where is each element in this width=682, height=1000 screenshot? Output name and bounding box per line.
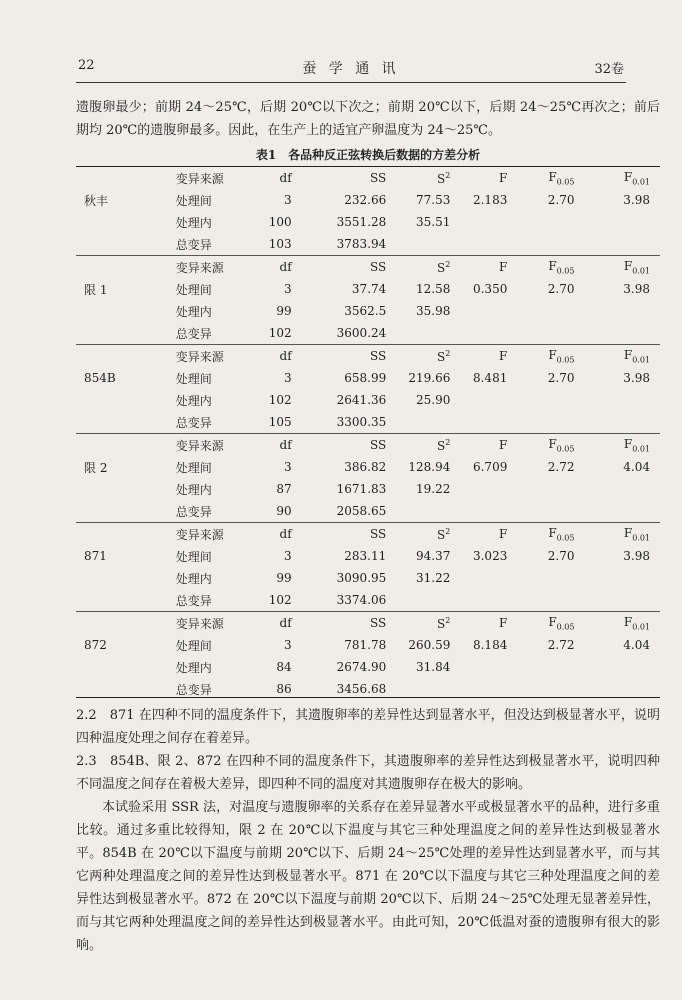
f01-cell: 4.04: [623, 460, 650, 474]
ss-cell: 3783.94: [336, 237, 387, 251]
header-f05-sub: 0.05: [556, 533, 575, 543]
s2-cell: 31.22: [416, 571, 451, 585]
header-s-letter: S: [437, 171, 446, 186]
table-row: [76, 322, 660, 345]
header-f01: [574, 345, 660, 368]
header-df: df: [257, 612, 292, 635]
table-row: [76, 567, 660, 589]
f01-cell: [574, 500, 660, 523]
f05-cell: 2.70: [547, 549, 575, 563]
source-cell: 处理内: [175, 482, 212, 497]
f01-cell: 3.98: [623, 282, 650, 296]
header-s-letter: S: [437, 438, 446, 453]
s2-cell: 35.51: [416, 215, 451, 229]
df-cell: 3: [284, 460, 292, 474]
source-cell: 总变异: [175, 237, 212, 252]
variety-cell: [76, 167, 176, 189]
variety-cell: 限 1: [84, 282, 108, 297]
f05-cell: 2.72: [547, 460, 575, 474]
s2-cell: 219.66: [408, 371, 451, 385]
header-source: 变异来源: [176, 523, 257, 546]
ss-cell: 3456.68: [336, 682, 387, 696]
df-cell: 99: [276, 304, 292, 318]
header-ss: SS: [292, 434, 387, 457]
f01-cell: [574, 300, 660, 322]
table-row: [76, 411, 660, 434]
df-cell: 3: [284, 193, 292, 207]
table-header-row: [76, 612, 660, 635]
table-header-row: [76, 167, 660, 189]
f05-cell: 2.72: [547, 638, 575, 652]
source-cell: 总变异: [175, 415, 212, 430]
header-f01-letter: F: [623, 347, 633, 362]
s2-cell: 260.59: [408, 638, 451, 652]
variety-cell: 限 2: [84, 460, 108, 475]
table-row: [76, 656, 660, 678]
f01-cell: [574, 567, 660, 589]
header-s2: [386, 167, 450, 189]
header-s2: [386, 345, 450, 368]
f-cell: [450, 411, 507, 434]
s2-cell: 25.90: [416, 393, 451, 407]
f-cell: [450, 233, 507, 256]
f01-cell: [574, 322, 660, 345]
header-s2: [386, 434, 450, 457]
header-f05-sub: 0.05: [556, 622, 575, 632]
source-cell: 处理内: [175, 660, 212, 675]
f01-cell: [574, 478, 660, 500]
variety-cell: [76, 434, 176, 457]
f05-cell: [507, 233, 574, 256]
table-row: [76, 189, 660, 211]
df-cell: 105: [268, 415, 292, 429]
header-df: df: [257, 345, 292, 368]
header-f05: [507, 434, 574, 457]
f05-cell: [507, 300, 574, 322]
section-2-3: 2.3 854B、限 2、872 在四种不同的温度条件下，其遗腹卵率的差异性达到极显著水平，说明四种不同温度之间存在着极大差异，即四种不同的温度对其遗腹卵存在极大的影响。: [76, 754, 660, 792]
df-cell: 3: [284, 638, 292, 652]
header-f05-sub: 0.05: [556, 266, 575, 276]
header-f01-letter: F: [623, 258, 633, 273]
header-f: F: [450, 345, 507, 368]
df-cell: 102: [268, 326, 292, 340]
ss-cell: 3562.5: [344, 304, 387, 318]
table-row: [76, 456, 660, 478]
final-paragraph: 本试验采用 SSR 法，对温度与遗腹卵率的关系存在差异显著水平或极显著水平的品种，进行多重比较。通过多重比较得知，限 2 在 20℃以下温度与其它三种处理温度之间的差异性达到极显著水平。854B 在 20℃以下温度与前期 20℃以下、后期 24～25℃处理的差异性达到显著水平，而与其它两种处理温度之间的差异性达到极显著水平。871 在 20℃以下温度与其它三种处理温度之间的差异性达到极显著水平。872 在 20℃以下温度与前期 20℃以下、后期 24～25℃处理无显著差异性，而与其它两种处理温度之间的差异性达到极显著水平。由此可知，20℃低温对蚕的遗腹卵有很大的影响。: [76, 800, 660, 953]
f01-cell: [574, 233, 660, 256]
variety-cell: [76, 478, 176, 500]
f05-cell: [507, 322, 574, 345]
header-f01-sub: 0.01: [632, 355, 650, 365]
f05-cell: 2.70: [547, 371, 575, 385]
table-row: [76, 389, 660, 411]
variety-cell: [76, 256, 176, 279]
ss-cell: 2641.36: [336, 393, 387, 407]
header-f01: [574, 256, 660, 279]
header-ss: SS: [370, 171, 387, 185]
s2-cell: 94.37: [416, 549, 451, 563]
table-row: [76, 589, 660, 612]
header-rule: [76, 82, 626, 83]
ss-cell: 1671.83: [336, 482, 387, 496]
header-f: F: [450, 434, 507, 457]
header-f05: [507, 256, 574, 279]
f01-cell: 3.98: [623, 549, 650, 563]
table-caption: 表1 各品种反正弦转换后数据的方差分析: [255, 148, 481, 162]
header-f01-sub: 0.01: [632, 622, 650, 632]
variety-cell: 854B: [84, 371, 116, 385]
f01-cell: [574, 589, 660, 612]
header-f01-sub: 0.01: [632, 533, 650, 543]
header-s2: [386, 256, 450, 279]
f01-cell: 3.98: [623, 371, 650, 385]
table-header-row: [76, 345, 660, 368]
source-cell: 处理内: [175, 215, 212, 230]
header-f05-sub: 0.05: [556, 444, 575, 454]
header-ss: SS: [292, 256, 387, 279]
anova-table: [76, 167, 660, 700]
header-source: 变异来源: [176, 434, 257, 457]
header-f01-sub: 0.01: [632, 266, 650, 276]
page-number: 22: [78, 58, 95, 73]
table-row: [76, 500, 660, 523]
header-f: F: [450, 612, 507, 635]
table-header-row: [76, 256, 660, 279]
s2-cell: [386, 233, 450, 256]
df-cell: 90: [276, 504, 292, 518]
f-cell: 3.023: [472, 549, 508, 563]
f01-cell: 3.98: [623, 193, 650, 207]
header-f05-letter: F: [548, 258, 557, 273]
header-f: F: [450, 256, 507, 279]
s2-cell: 35.98: [416, 304, 451, 318]
header-source: 变异来源: [176, 256, 257, 279]
header-s-letter: S: [437, 349, 446, 364]
header-s2: [386, 523, 450, 546]
f01-cell: [574, 411, 660, 434]
s2-cell: 77.53: [416, 193, 451, 207]
s2-cell: 12.58: [416, 282, 451, 296]
ss-cell: 3300.35: [336, 415, 387, 429]
header-s-letter: S: [437, 616, 446, 631]
table-row: [76, 478, 660, 500]
volume-label: 32卷: [594, 62, 624, 77]
header-f: F: [450, 523, 507, 546]
variety-cell: 872: [84, 638, 107, 652]
header-f05: [507, 345, 574, 368]
ss-cell: 2058.65: [336, 504, 387, 518]
source-cell: 处理间: [175, 638, 212, 653]
variety-cell: [76, 500, 176, 523]
f05-cell: 2.70: [547, 282, 575, 296]
s2-cell: [386, 322, 450, 345]
source-cell: 处理间: [175, 193, 212, 208]
df-cell: 102: [268, 593, 292, 607]
f-cell: [450, 322, 507, 345]
intro-paragraph: 遗腹卵最少；前期 24～25℃，后期 20℃以下次之；前期 20℃以下，后期 24～25℃再次之；前后期均 20℃的遗腹卵最多。因此，在生产上的适宜产卵温度为 24～25℃。: [76, 100, 660, 138]
header-ss: SS: [292, 612, 387, 635]
header-f05-letter: F: [548, 614, 557, 629]
ss-cell: 283.11: [344, 549, 387, 563]
header-s-letter: S: [437, 527, 446, 542]
f-cell: 6.709: [472, 460, 508, 474]
source-cell: 总变异: [175, 504, 212, 519]
header-s-sup: 2: [445, 437, 451, 447]
f-cell: 2.183: [472, 193, 508, 207]
ss-cell: 3551.28: [336, 215, 387, 229]
source-cell: 处理间: [175, 460, 212, 475]
header-f05-letter: F: [548, 525, 557, 540]
variety-cell: [76, 389, 176, 411]
header-df: df: [279, 171, 292, 185]
df-cell: 87: [276, 482, 292, 496]
header-s-sup: 2: [445, 526, 451, 536]
f-cell: 8.481: [472, 371, 508, 385]
table-row: [76, 278, 660, 300]
ss-cell: 658.99: [344, 371, 387, 385]
running-header: [78, 58, 624, 80]
header-source: 变异来源: [176, 345, 257, 368]
f05-cell: [507, 500, 574, 523]
s2-cell: [386, 411, 450, 434]
variety-cell: [76, 322, 176, 345]
ss-cell: 3090.95: [336, 571, 387, 585]
header-ss: SS: [292, 345, 387, 368]
s2-cell: [386, 500, 450, 523]
variety-cell: [76, 612, 176, 635]
source-cell: 总变异: [175, 593, 212, 608]
variety-cell: [76, 589, 176, 612]
table-header-row: [76, 523, 660, 546]
df-cell: 102: [268, 393, 292, 407]
f05-cell: [507, 656, 574, 678]
f01-cell: 4.04: [623, 638, 650, 652]
header-ss: SS: [292, 523, 387, 546]
header-s-sup: 2: [445, 348, 451, 358]
variety-cell: [76, 567, 176, 589]
header-df: df: [257, 434, 292, 457]
table-header-row: [76, 434, 660, 457]
ss-cell: 2674.90: [336, 660, 387, 674]
f-cell: [450, 500, 507, 523]
source-cell: 处理内: [175, 304, 212, 319]
variety-cell: [76, 233, 176, 256]
table-row: [76, 545, 660, 567]
header-f01-letter: F: [623, 436, 633, 451]
table-row: [76, 233, 660, 256]
ss-cell: 37.74: [351, 282, 387, 296]
header-df: df: [257, 256, 292, 279]
f05-cell: [507, 389, 574, 411]
s2-cell: [386, 589, 450, 612]
header-f01-letter: F: [623, 525, 633, 540]
s2-cell: 31.84: [416, 660, 451, 674]
table-row: [76, 211, 660, 233]
f-cell: [450, 389, 507, 411]
journal-title: 蚕 学 通 讯: [302, 61, 400, 77]
header-s-letter: S: [437, 260, 446, 275]
f05-cell: [507, 589, 574, 612]
header-f: F: [499, 171, 508, 185]
header-f01-sub: 0.01: [632, 444, 650, 454]
variety-cell: 秋丰: [84, 193, 109, 208]
header-f01-letter: F: [623, 169, 633, 184]
df-cell: 3: [284, 371, 292, 385]
section-2-2: 2.2 871 在四种不同的温度条件下，其遗腹卵率的差异性达到显著水平，但没达到极显著水平，说明四种温度处理之间存在着差异。: [76, 708, 660, 746]
variety-cell: [76, 411, 176, 434]
f05-cell: [507, 478, 574, 500]
header-s-sup: 2: [445, 259, 451, 269]
df-cell: 3: [284, 549, 292, 563]
f05-cell: [507, 567, 574, 589]
f-cell: [450, 656, 507, 678]
header-f01: [574, 434, 660, 457]
f-cell: 8.184: [472, 638, 508, 652]
source-cell: 处理内: [175, 571, 212, 586]
header-f05: [507, 167, 574, 189]
f-cell: 0.350: [472, 282, 508, 296]
source-cell: 处理间: [175, 549, 212, 564]
df-cell: 84: [276, 660, 292, 674]
variety-cell: [76, 211, 176, 233]
header-f05: [507, 523, 574, 546]
df-cell: 100: [268, 215, 292, 229]
ss-cell: 3374.06: [336, 593, 387, 607]
f05-cell: [507, 411, 574, 434]
header-f05: [507, 612, 574, 635]
header-s-sup: 2: [445, 170, 451, 180]
header-df: df: [257, 523, 292, 546]
f01-cell: [574, 389, 660, 411]
f-cell: [450, 300, 507, 322]
f-cell: [450, 567, 507, 589]
header-f01-letter: F: [623, 614, 633, 629]
df-cell: 103: [268, 237, 292, 251]
variety-cell: [76, 656, 176, 678]
table-row: [76, 634, 660, 656]
variety-cell: [76, 523, 176, 546]
variety-cell: [76, 300, 176, 322]
header-f01-sub: 0.01: [632, 177, 650, 187]
s2-cell: 128.94: [408, 460, 451, 474]
header-source: 变异来源: [176, 612, 257, 635]
header-f05-letter: F: [548, 436, 557, 451]
header-source: 变异来源: [175, 171, 224, 186]
f-cell: [450, 589, 507, 612]
table-row: [76, 367, 660, 389]
f-cell: [450, 211, 507, 233]
table-row: [76, 300, 660, 322]
header-f01: [574, 167, 660, 189]
header-f05-sub: 0.05: [556, 177, 575, 187]
source-cell: 总变异: [175, 326, 212, 341]
source-cell: 处理间: [175, 371, 212, 386]
ss-cell: 781.78: [344, 638, 387, 652]
df-cell: 86: [276, 682, 292, 696]
table-bottom-rule: [76, 697, 660, 698]
header-s2: [386, 612, 450, 635]
f05-cell: [507, 211, 574, 233]
f-cell: [450, 478, 507, 500]
header-f05-sub: 0.05: [556, 355, 575, 365]
ss-cell: 3600.24: [336, 326, 387, 340]
df-cell: 99: [276, 571, 292, 585]
f05-cell: 2.70: [547, 193, 575, 207]
variety-cell: [76, 345, 176, 368]
header-f05-letter: F: [548, 169, 557, 184]
header-s-sup: 2: [445, 615, 451, 625]
s2-cell: 19.22: [416, 482, 451, 496]
header-f01: [574, 612, 660, 635]
ss-cell: 386.82: [344, 460, 387, 474]
f01-cell: [574, 211, 660, 233]
ss-cell: 232.66: [344, 193, 387, 207]
source-cell: 总变异: [175, 682, 212, 697]
df-cell: 3: [284, 282, 292, 296]
source-cell: 处理间: [175, 282, 212, 297]
source-cell: 处理内: [175, 393, 212, 408]
f01-cell: [574, 656, 660, 678]
header-f05-letter: F: [548, 347, 557, 362]
header-f01: [574, 523, 660, 546]
variety-cell: 871: [84, 549, 107, 563]
